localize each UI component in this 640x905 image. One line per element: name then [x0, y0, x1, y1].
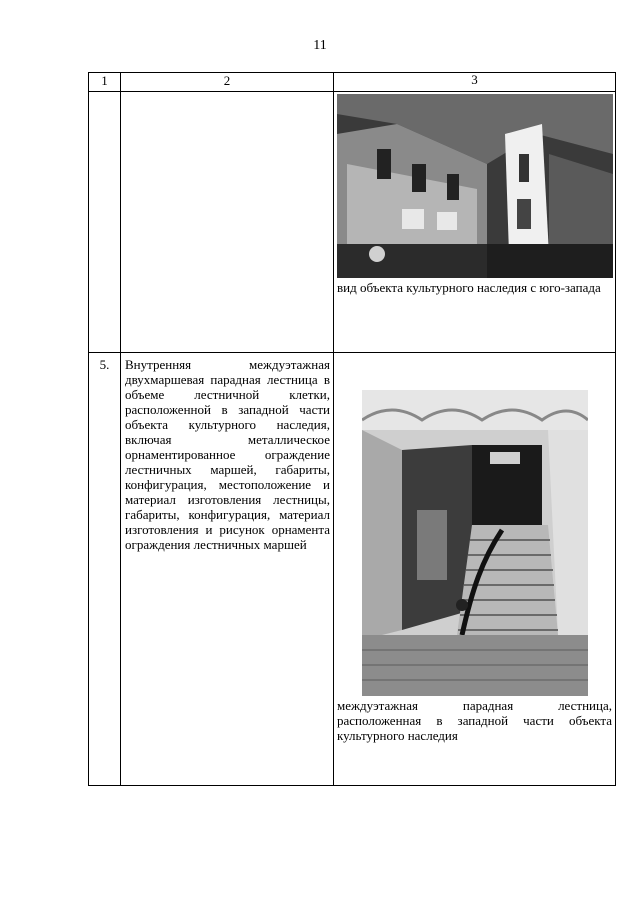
photo-cell — [334, 353, 616, 786]
header-col-2: 2 — [121, 73, 334, 92]
table-header-row — [89, 73, 616, 92]
photo-caption: вид объекта культурного наследия с юго-запада — [337, 280, 601, 295]
header-col-3: 3 — [334, 73, 616, 92]
row-description: Внутренняя междуэтажная двухмаршевая парадная лестница в объеме лестничной клетки, расположенной в западной части объекта культурного наследия, включая металлическое орнаментированное ограждение лестничных маршей, габариты, конфигурация, местоположение и материал изготовления лестницы, габариты, конфигурация, материал изготовления и рисунок орнамента ограждения лестничных маршей — [121, 353, 334, 786]
row-number — [89, 92, 121, 353]
page-number: 11 — [313, 38, 327, 53]
staircase-photo — [362, 390, 588, 696]
heritage-table — [88, 72, 616, 786]
photo-caption: междуэтажная парадная лестница, расположенная в западной части объекта культурного наследия — [337, 698, 612, 743]
table-row — [89, 92, 616, 353]
table-row — [89, 353, 616, 786]
photo-cell — [334, 92, 616, 353]
header-col-1: 1 — [89, 73, 121, 92]
row-number: 5. — [89, 353, 121, 786]
building-facade-photo — [337, 94, 613, 278]
row-description — [121, 92, 334, 353]
